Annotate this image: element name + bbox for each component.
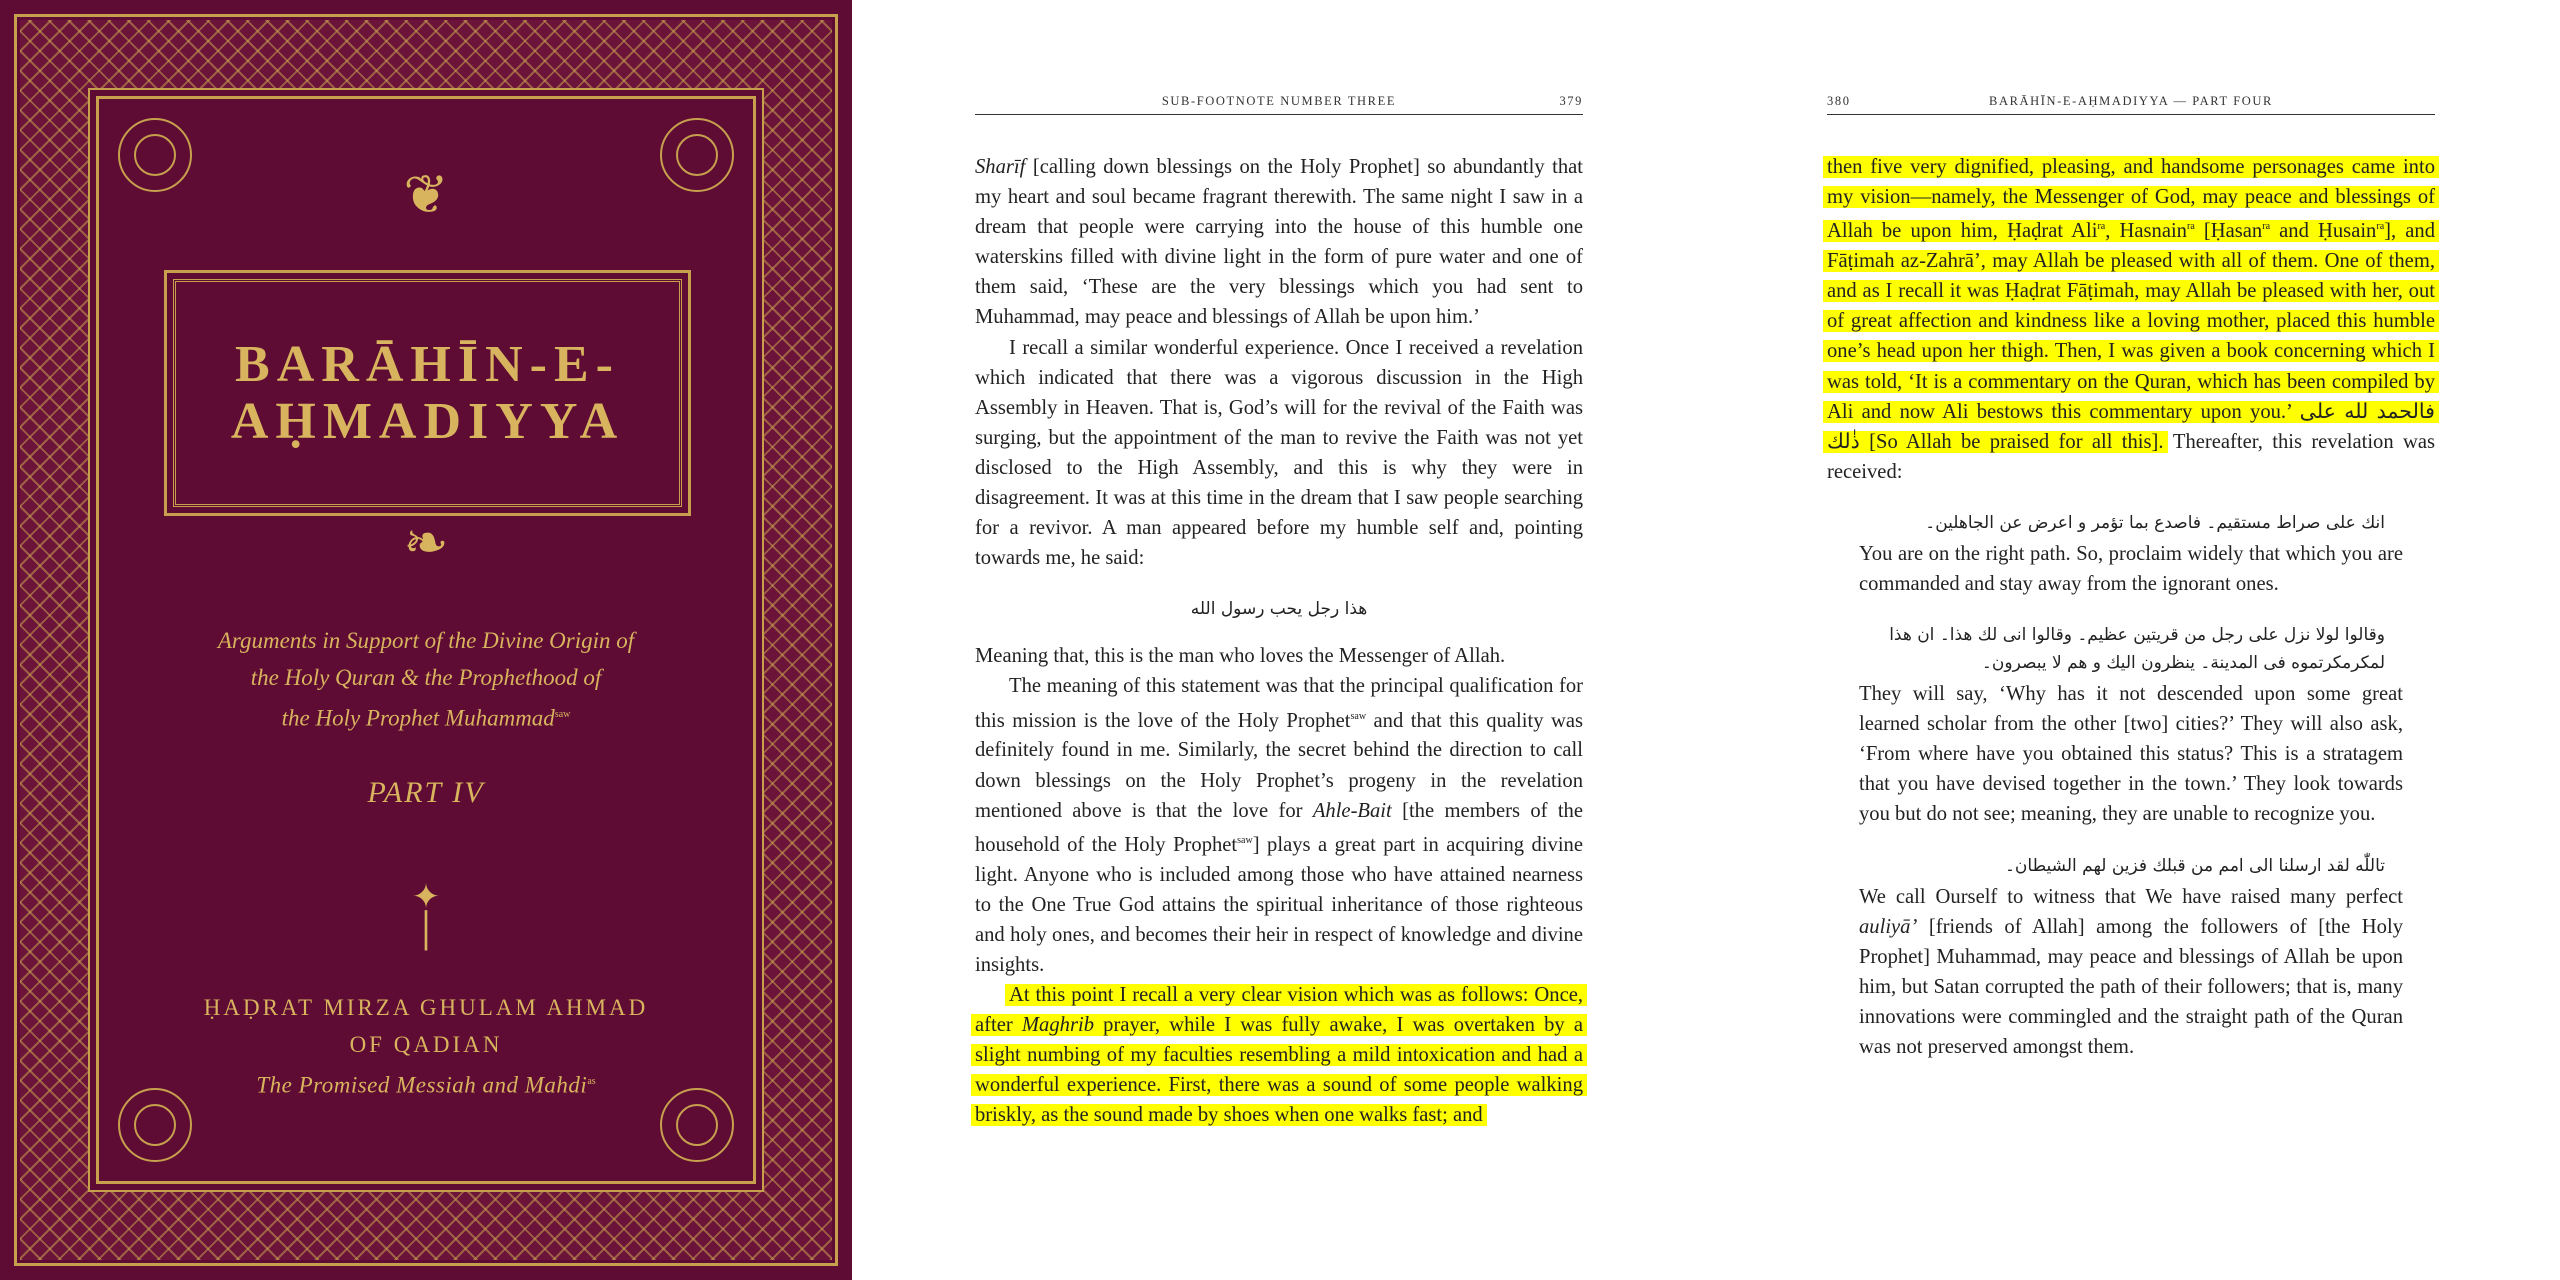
arabic-revelation: هذا رجل يحب رسول الله <box>1190 599 1368 620</box>
cover-author-line3-wrap <box>120 1063 732 1104</box>
translation: They will say, ‘Why has it not descended upon some great learned scholar from the other [two] cities?’ They will also ask, ‘From where have you obtained this status? This is a stratagem that you have devised together in the town.’ They look towards you but do not see; meaning, they are unable to recognize you. <box>1859 683 2403 826</box>
cover-author-line1: ḤAḌRAT MIRZA GHULAM AHMAD <box>203 995 649 1020</box>
running-header <box>1827 94 2435 115</box>
subtitle-line3: the Holy Prophet Muhammad <box>281 705 555 731</box>
arabic-revelation: انك على صراط مستقيم۔ فاصدع بما تؤمر و اعرض عن الجاهلين۔ <box>1925 512 2385 533</box>
cover-title-box <box>173 279 682 507</box>
subtitle-line2: the Holy Quran & the Prophethood of <box>250 665 602 690</box>
italic-term: Ahle-Bait <box>1312 799 1392 822</box>
honorific-as: as <box>587 1076 596 1087</box>
page-number: 379 <box>1559 94 1583 108</box>
running-head-title: BARĀHĪN-E-AḤMADIYYA — PART FOUR <box>1989 94 2273 108</box>
paragraph: Meaning that, this is the man who loves the Messenger of Allah. <box>975 645 1506 668</box>
text: and Ḥusain <box>2270 220 2377 243</box>
text: At this point I recall a very clear vision which was as follows: Once, after <box>975 984 1583 1037</box>
cover-part: PART IV <box>367 776 485 809</box>
cover-subtitle <box>120 622 732 737</box>
text: and that this quality was definitely found in me. Similarly, the secret behind the direction to call down blessings on the Holy Prophet’s progeny in the revelation mentioned above is that the love for <box>975 709 1583 822</box>
paragraph <box>975 152 1583 333</box>
text: [friends of Allah] among the followers of [the Holy Prophet] Muhammad, may peace and blessings of Allah be upon him, but Satan corrupted the path of their followers; that is, many innovations were commingled and the straight path of the Quran was not preserved amongst them. <box>1859 915 2403 1059</box>
bottom-flourish-icon: ❧ <box>403 511 449 574</box>
cover-title-line2: AḤMADIYYA <box>230 393 625 450</box>
text: Thereafter, this revelation was received: <box>1827 430 2435 483</box>
running-header <box>975 94 1583 115</box>
honorific-saw: saw <box>554 709 571 720</box>
translation: You are on the right path. So, proclaim widely that which you are commanded and stay away from the ignorant ones. <box>1859 542 2403 595</box>
italic-term: Maghrib <box>1021 1014 1094 1037</box>
text: then five very dignified, pleasing, and handsome personages came into my vision—namely, the Messenger of God, may peace and blessings of Allah be upon him, Ḥaḍrat Ali <box>1827 156 2435 243</box>
page-number: 380 <box>1827 94 1851 108</box>
book-cover <box>0 0 852 1280</box>
paragraph <box>975 671 1583 980</box>
translation <box>1827 882 2435 1063</box>
honorific-ra: ra <box>2186 221 2195 233</box>
subtitle-line1: Arguments in Support of the Divine Origin of <box>217 628 635 653</box>
text: ], and Fāṭimah az-Zahrā’, may Allah be pleased with all of them. One of them, and as I recall it was Ḥaḍrat Fāṭimah, may Allah be pleased with her, out of great affection and kindness like a loving mother, placed this humble one’s head upon her thigh. Then, I was given a book concerning which I was told, ‘It is a commentary on the Quran, which has been compiled by Ali and now Ali bestows this commentary upon you.’ فالحمد لله على ذٰلك [So Allah be praised for all this]. <box>1827 220 2436 453</box>
paragraph: I recall a similar wonderful experience. Once I received a revelation which indicated that there was a vigorous discussion in the High Assembly in Heaven. That is, God’s will for the revival of the Faith was surging, but the appointment of the man to revive the Faith was not yet disclosed to the High Assembly, and this is why they were in disagreement. It was at this time in the dream that I saw people searching for a revivor. A man appeared before my humble self and, pointing towards me, he said: <box>975 336 1583 570</box>
corner-ornament-icon <box>118 118 192 192</box>
text: ] plays a great part in acquiring divine light. Anyone who is included among those who have attained nearness to the One True God attains the spiritual inheritance of those righteous and holy ones, and becomes their heir in respect of knowledge and divine insights. <box>975 833 1583 976</box>
page-body <box>975 152 1583 1131</box>
cover-author-line2: OF QADIAN <box>349 1032 503 1057</box>
cover-author-line3: The Promised Messiah and Mahdi <box>256 1072 588 1098</box>
subtitle-line3-wrap <box>120 696 732 737</box>
highlighted-paragraph <box>1827 152 2435 487</box>
text: [calling down blessings on the Holy Prophet] so abundantly that my heart and soul became fragrant therewith. The same night I saw in a dream that people were carrying into the house of this humble one waterskins filled with divine light in the form of pure water and one of them said, ‘These are the very blessings which you had sent to Muhammad, may peace and blessings of Allah be upon him.’ <box>975 156 1583 329</box>
honorific-saw: saw <box>1237 834 1253 846</box>
top-flourish-icon: ❦ <box>403 163 449 226</box>
text: The meaning of this statement was that the principal qualification for this mission is the love of the Holy Prophet <box>975 675 1583 732</box>
page-379 <box>975 0 1595 1280</box>
arabic-revelation: تاللّٰه لقد ارسلنا الى امم من قبلك فزين لهم الشيطان۔ <box>2004 855 2385 876</box>
highlight <box>971 984 1587 1126</box>
corner-ornament-icon <box>660 118 734 192</box>
text: prayer, while I was fully awake, I was overtaken by a slight numbing of my faculties resembling a mild intoxication and had a wonderful experience. First, there was a sound of some people walking briskly, as the sound made by shoes when one walks fast; and <box>975 1014 1583 1127</box>
honorific-saw: saw <box>1350 710 1367 722</box>
honorific-ra: ra <box>2097 221 2106 233</box>
italic-term: Sharīf <box>975 156 1026 178</box>
text: [Ḥasan <box>2194 220 2263 243</box>
page-body <box>1827 152 2435 1062</box>
cover-title-line1: BARĀHĪN-E- <box>235 335 620 393</box>
highlight <box>1823 156 2439 453</box>
honorific-ra: ra <box>2376 221 2385 233</box>
running-head-title: SUB-FOOTNOTE NUMBER THREE <box>1161 94 1397 108</box>
honorific-ra: ra <box>2262 221 2271 233</box>
highlighted-paragraph <box>975 980 1583 1130</box>
text: We call Ourself to witness that We have raised many perfect <box>1859 885 2403 908</box>
page-380 <box>1827 0 2447 1280</box>
text: [the members of the household of the Holy Prophet <box>975 799 1583 856</box>
arabic-revelation: وقالوا لولا نزل على رجل من قريتين عظيم۔ وقالوا انى لك هذا۔ ان هذا لمكرمكرتموه فى المدينة۔ ينظرون اليك و هم لا يبصرون۔ <box>1889 625 2385 674</box>
text: , Hasnain <box>2105 220 2187 243</box>
italic-term: auliyā’ <box>1859 915 1918 938</box>
divider-ornament-icon: ✦ │ <box>411 877 441 951</box>
